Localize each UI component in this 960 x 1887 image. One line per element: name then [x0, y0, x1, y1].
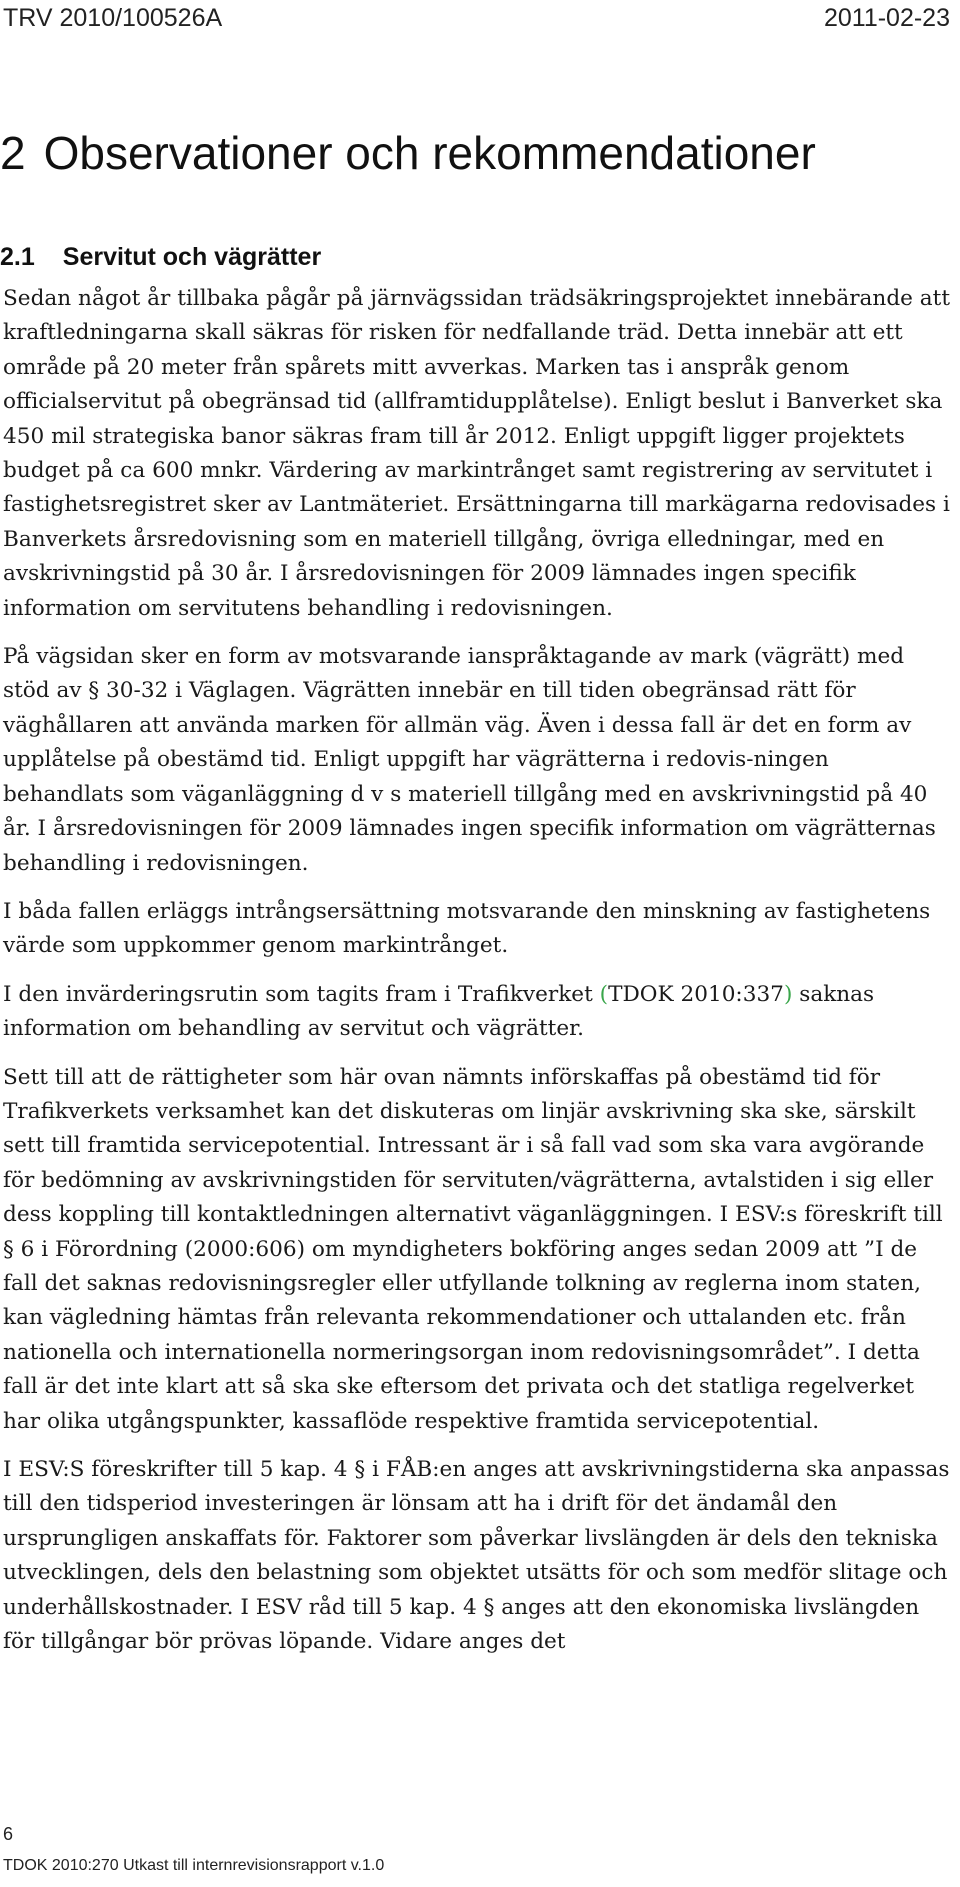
reference-paren-open: (: [599, 981, 609, 1007]
section-title: Servitut och vägrätter: [62, 243, 322, 271]
header-date: 2011-02-23: [823, 4, 950, 32]
paragraph-reference: I den invärderingsrutin som tagits fram i Trafikverket (TDOK 2010:337) saknas information om behandling av servitut och vägrätter.: [3, 981, 875, 1042]
paragraph: I båda fallen erläggs intrångsersättning motsvarande den minskning av fastighetens värde som uppkommer genom markintrånget.: [3, 898, 931, 959]
paragraph: På vägsidan sker en form av motsvarande ianspråktagande av mark (vägrätt) med stöd av § 30-32 i Väglagen. Vägrätten innebär en till tiden obegränsad rätt för väghållaren att använda marken för allmän väg. Även i dessa fall är det en form av upplåtelse på obestämd tid. Enligt uppgift har vägrätterna i redovis-ningen behandlats som väganläggning d v s materiell tillgång med en avskrivningstid på 40 år. I årsredovisningen för 2009 lämnades ingen specifik information om vägrätternas behandling i redovisningen.: [3, 644, 936, 876]
header-doc-id: TRV 2010/100526A: [3, 4, 223, 32]
body-text: [3, 282, 955, 1673]
section-number: 2.1: [0, 243, 35, 271]
chapter-number: 2: [0, 127, 26, 179]
chapter-title: Observationer och rekommendationer: [43, 127, 816, 179]
chapter-heading: [0, 126, 816, 180]
paragraph: Sedan något år tillbaka pågår på järnvägssidan trädsäkringsprojektet innebärande att kraftledningarna skall säkras för risken för nedfallande träd. Detta innebär att ett område på 20 meter från spårets mitt avverkas. Marken tas i anspråk genom officialservitut på obegränsad tid (allframtidupplåtelse). Enligt beslut i Banverket ska 450 mil strategiska banor säkras fram till år 2012. Enligt uppgift ligger projektets budget på ca 600 mnkr. Värdering av markintrånget samt registrering av servitutet i fastighetsregistret sker av Lantmäteriet. Ersättningarna till markägarna redovisades i Banverkets årsredovisning som en materiell tillgång, övriga elledningar, med en avskrivningstid på 30 år. I årsredovisningen för 2009 lämnades ingen specifik information om servitutens behandling i redovisningen.: [3, 286, 951, 621]
page-number: 6: [3, 1824, 14, 1844]
reference-paren-close: ): [783, 981, 793, 1007]
section-heading: [0, 243, 321, 272]
paragraph: Sett till att de rättigheter som här ovan nämnts införskaffas på obestämd tid för Trafikverkets verksamhet kan det diskuteras om linjär avskrivning ska ske, särskilt sett till framtida servicepotential. Intressant är i så fall vad som ska vara avgörande för bedömning av avskrivningstiden för servituten/vägrätterna, avtalstiden i sig eller dess koppling till kontaktledningen alternativt väganläggningen. I ESV:s föreskrift till § 6 i Förordning (2000:606) om myndigheters bokföring anges sedan 2009 att ”I de fall det saknas redovisningsregler eller utfyllande tolkning av reglerna inom staten, kan vägledning hämtas från relevanta rekommendationer och uttalanden etc. från nationella och internationella normeringsorgan inom redovisningsområdet”. I detta fall är det inte klart att så ska ske eftersom det privata och det statliga regelverket har olika utgångspunkter, kassaflöde respektive framtida servicepotential.: [3, 1064, 943, 1434]
footer-doc-title: TDOK 2010:270 Utkast till internrevisionsrapport v.1.0: [3, 1857, 385, 1874]
paragraph: I ESV:S föreskrifter till 5 kap. 4 § i FÅB:en anges att avskrivningstiderna ska anpassas till den tidsperiod investeringen är lönsam att ha i drift för det ändamål den ursprungligen anskaffats för. Faktorer som påverkar livslängden är dels den tekniska utvecklingen, dels den belastning som objektet utsätts för och som medför slitage och underhållskostnader. I ESV råd till 5 kap. 4 § anges att den ekonomiska livslängden för tillgångar bör prövas löpande. Vidare anges det: [3, 1457, 950, 1655]
reference-doc: TDOK 2010:337: [608, 981, 784, 1007]
